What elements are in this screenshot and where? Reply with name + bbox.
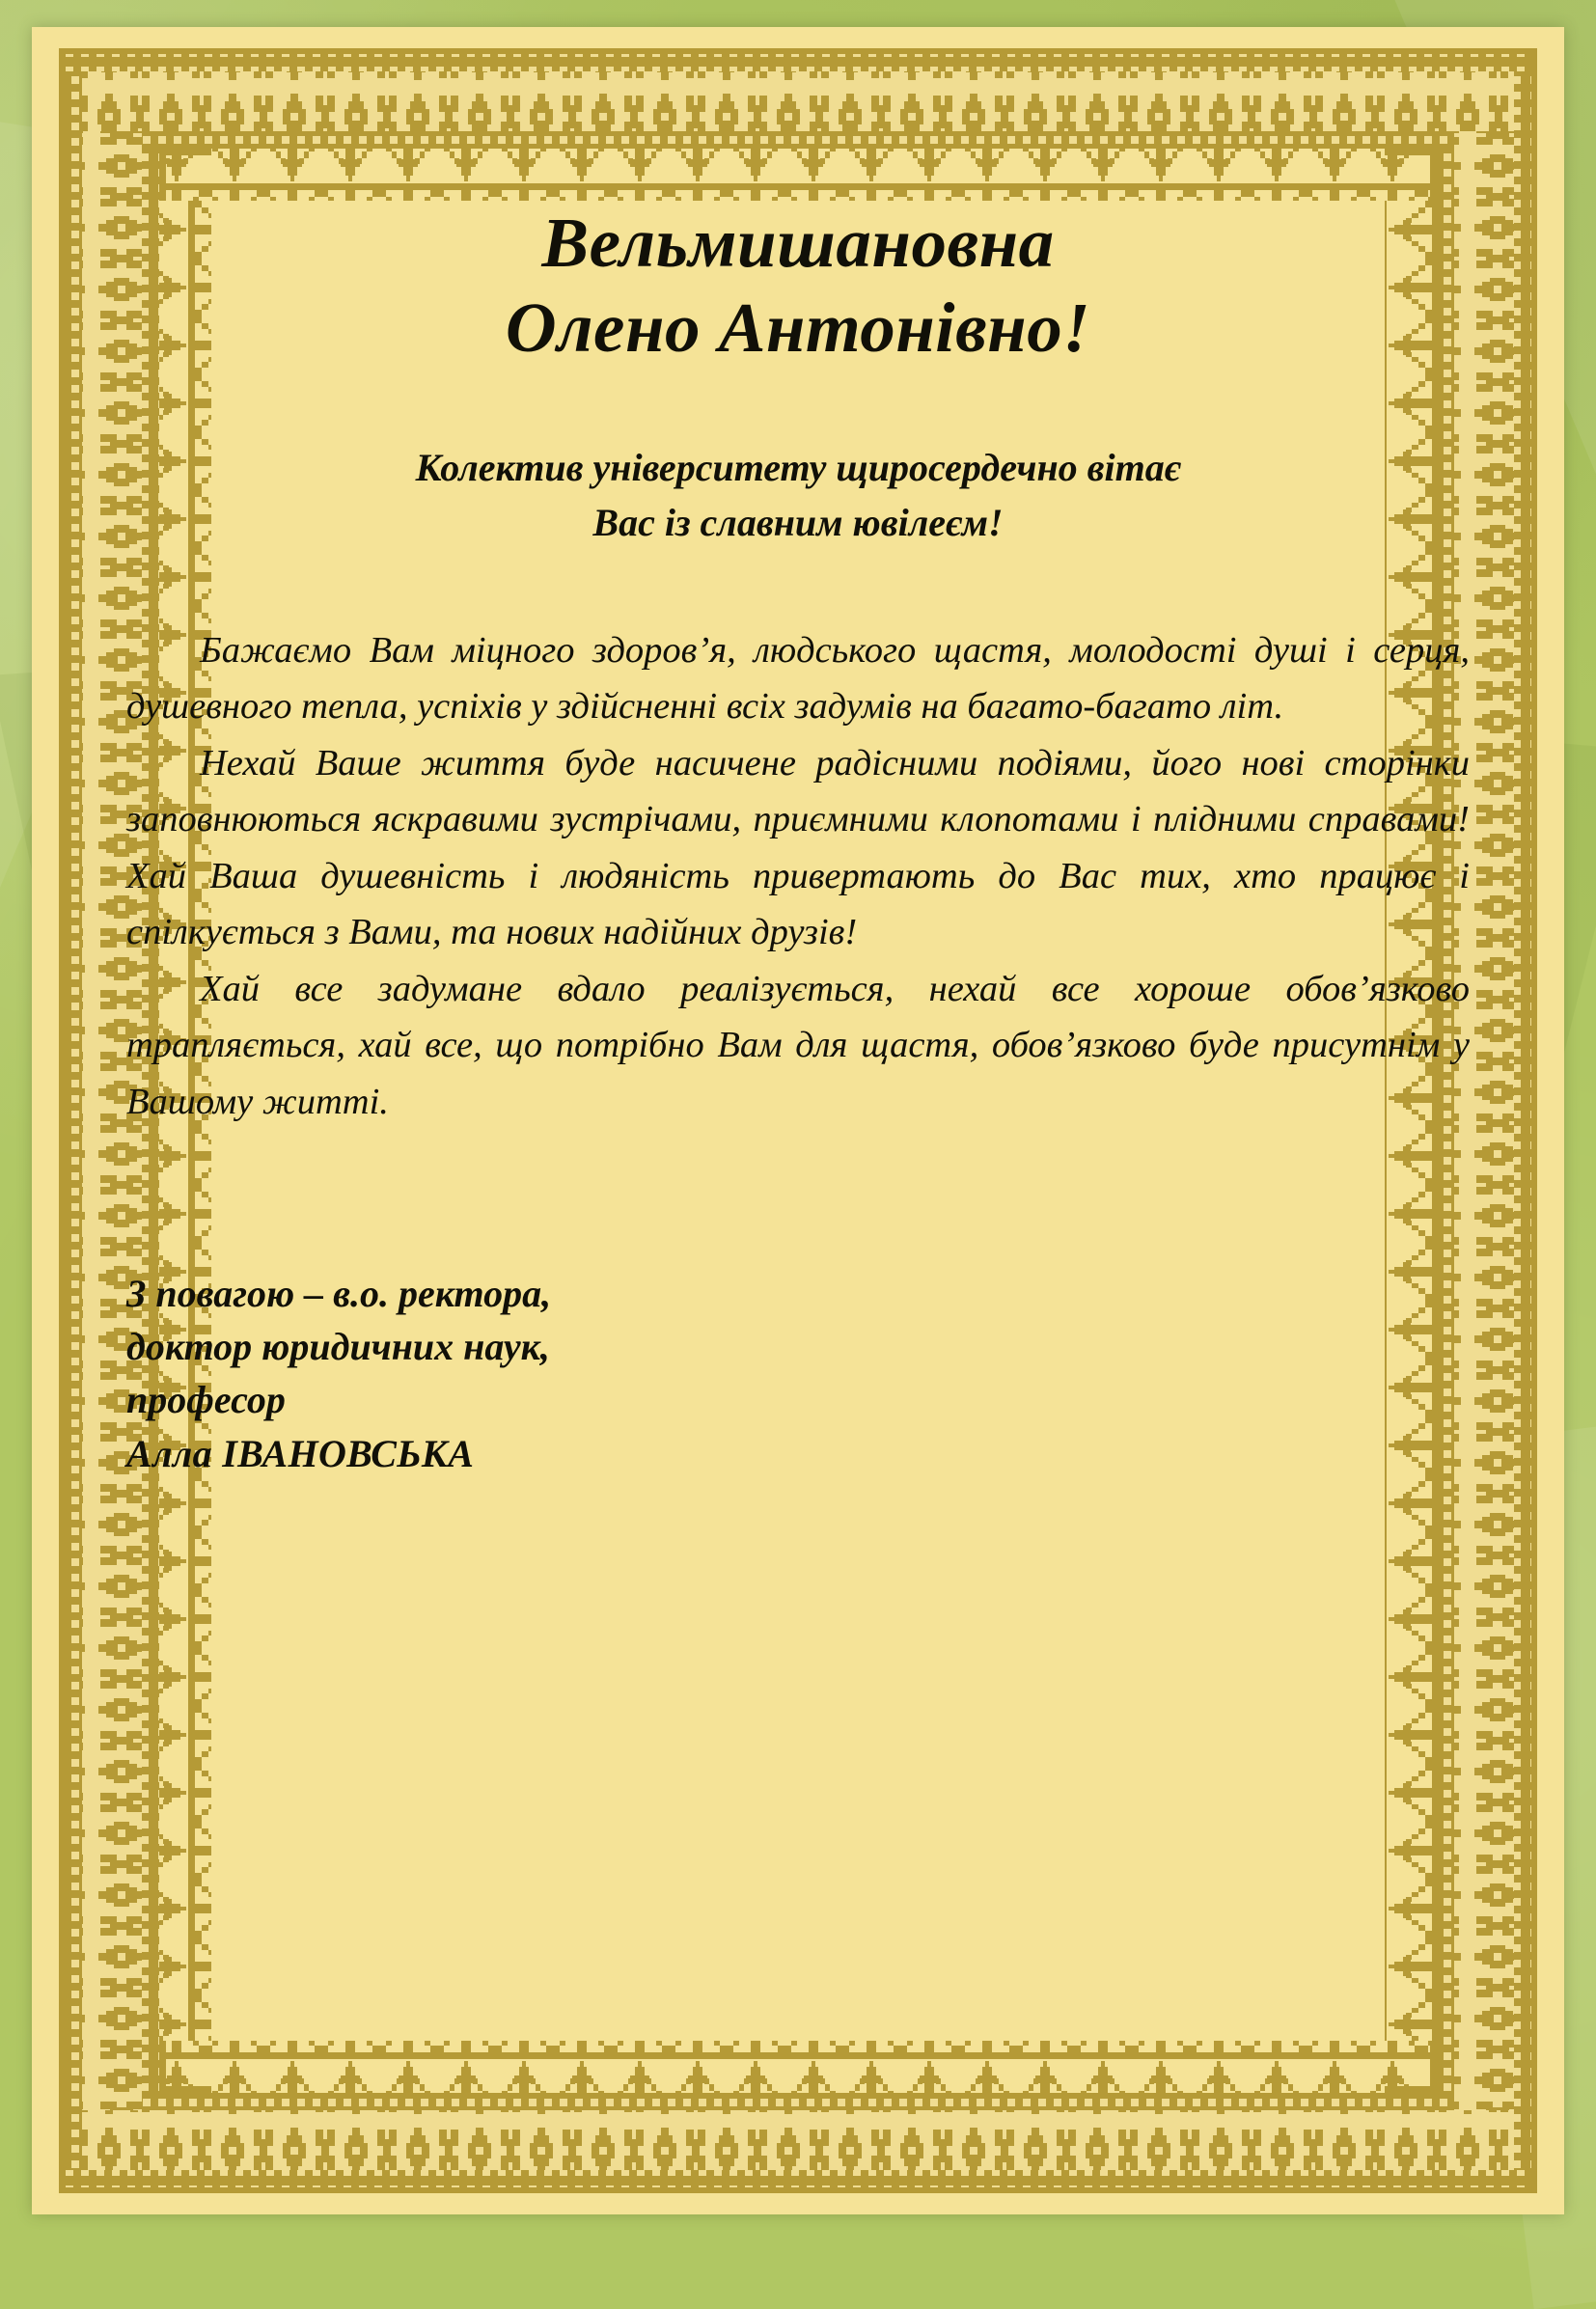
- body-paragraph: Бажаємо Вам міцного здоров’я, людського щастя, молодості душі і серця, душевного тепла, успіхів у здійсненні всіх задумів на багато-багато літ.: [126, 629, 1470, 728]
- signature-line-name: Алла ІВАНОВСЬКА: [126, 1431, 475, 1475]
- page-title: [121, 116, 1475, 370]
- address-content: [121, 116, 1475, 2126]
- signature-line-rank: професор: [126, 1378, 286, 1422]
- body-paragraph: Хай все задумане вдало реалізується, нехай все хороше обов’язково трапляється, хай все, що потрібно Вам для щастя, обов’язково буде присутнім у Вашому житті.: [126, 968, 1470, 1122]
- signature-line-role: З повагою – в.о. ректора,: [126, 1272, 552, 1315]
- subtitle-line-2: Вас із славним ювілеєм!: [592, 500, 1004, 544]
- body-text: [121, 551, 1475, 1131]
- signature-block: [126, 1267, 551, 1480]
- title-line-2: Олено Антонівно!: [505, 288, 1091, 367]
- certificate-sheet: [32, 27, 1564, 2214]
- subtitle: [121, 370, 1475, 551]
- body-paragraph: Нехай Ваше життя буде насичене радісними подіями, його нові сторінки заповнюються яскравими зустрічами, приємними клопотами і плідними справами! Хай Ваша душевність і людяність привертають до Вас тих, хто працює і спілкується з Вами, та нових надійних друзів!: [126, 742, 1470, 953]
- title-line-1: Вельмишановна: [541, 204, 1055, 282]
- subtitle-line-1: Колектив університету щиросердечно вітає: [415, 446, 1181, 490]
- signature-line-degree: доктор юридичних наук,: [126, 1325, 550, 1369]
